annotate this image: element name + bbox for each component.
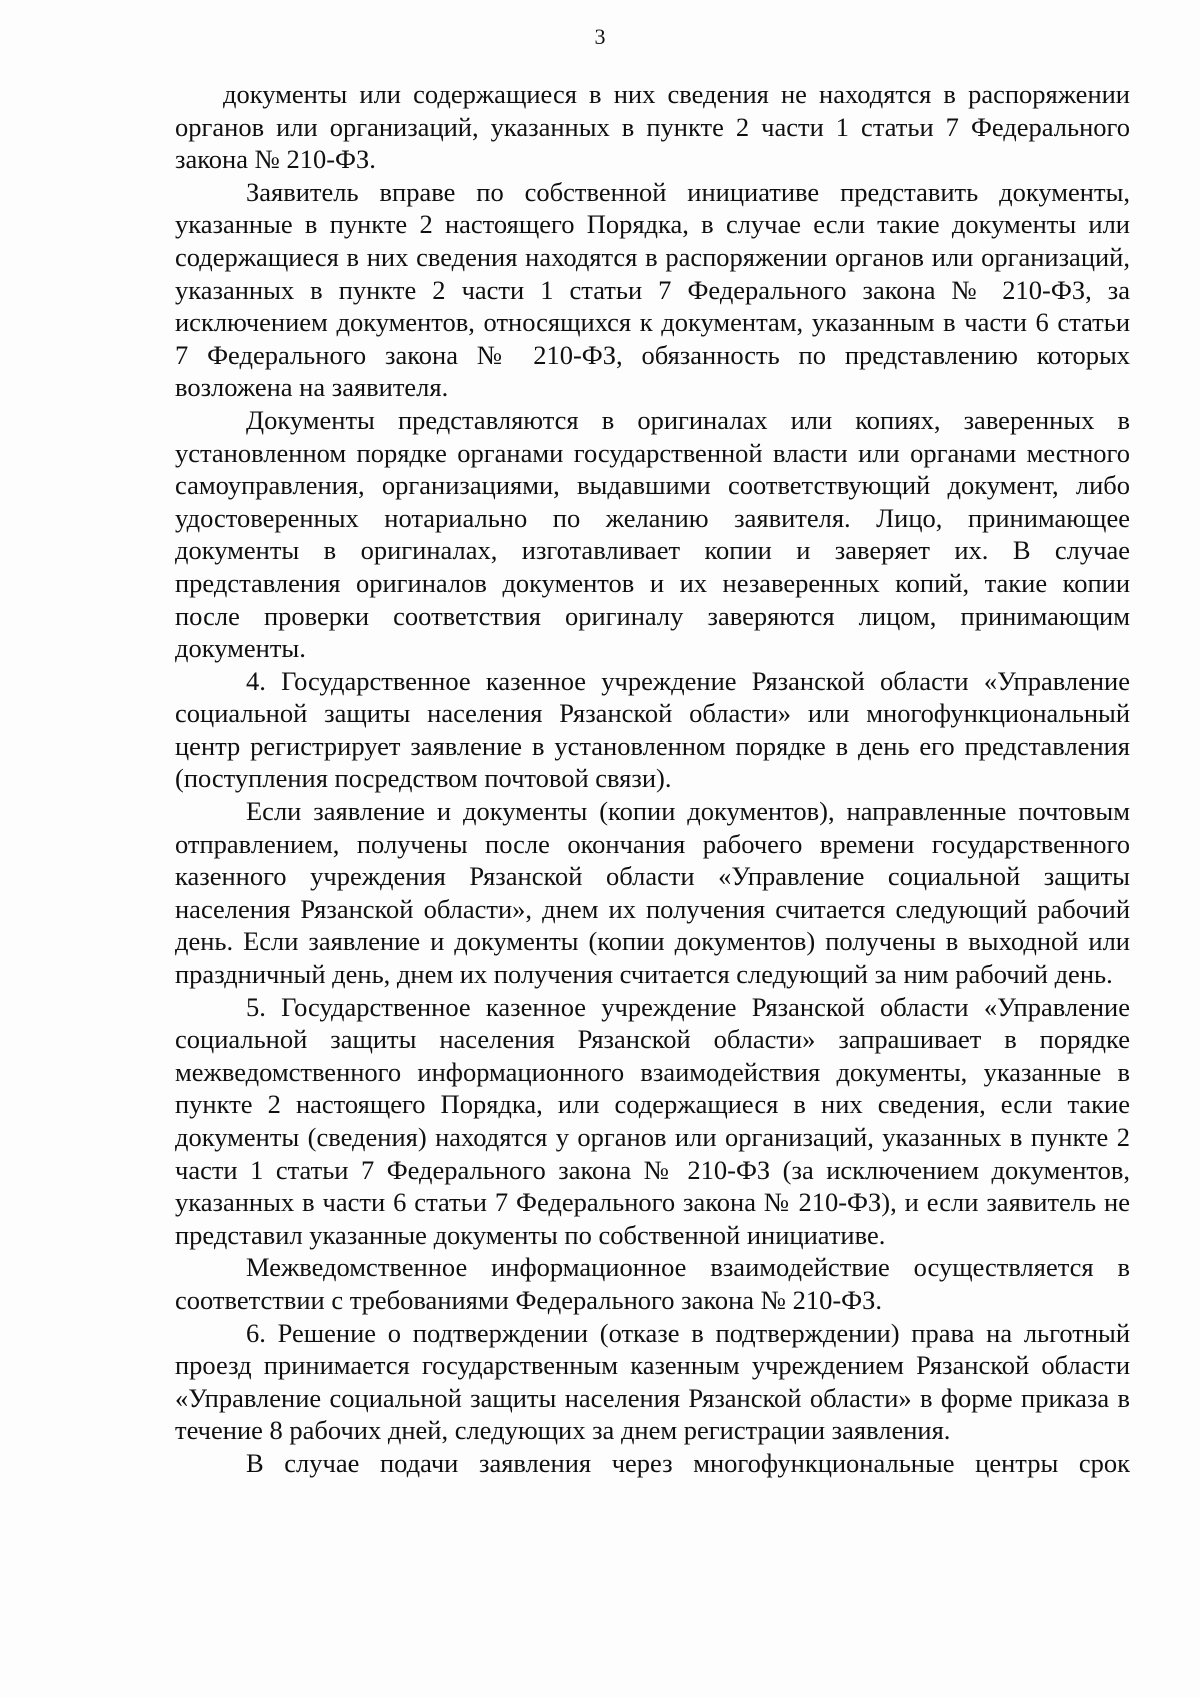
paragraph-item-5: 5. Государственное казенное учреждение Рязанской области «Управление социальной защиты населения Рязанской области» запрашивает в порядке межведомственного информационного взаимодействия документы, указанные в пункте 2 настоящего Порядка, или содержащиеся в них сведения, если такие документы (сведения) находятся у органов или организаций, указанных в пункте 2 части 1 статьи 7 Федерального закона № 210-ФЗ (за исключением документов, указанных в части 6 статьи 7 Федерального закона № 210-ФЗ), и если заявитель не представил указанные документы по собственной инициативе. xyxy=(175,991,1130,1250)
paragraph-interagency: Межведомственное информационное взаимодействие осуществляется в соответствии с требованиями Федерального закона № 210-ФЗ. xyxy=(175,1252,1130,1315)
paragraph-item-6: 6. Решение о подтверждении (отказе в подтверждении) права на льготный проезд принимается государственным казенным учреждением Рязанской области «Управление социальной защиты населения Рязанской области» в форме приказа в течение 8 рабочих дней, следующих за днем регистрации заявления. xyxy=(175,1317,1130,1446)
paragraph-continuation: документы или содержащиеся в них сведения не находятся в распоряжении органов или организаций, указанных в пункте 2 части 1 статьи 7 Федерального закона № 210-ФЗ. xyxy=(175,79,1130,175)
page-number: 3 xyxy=(594,24,606,49)
document-body xyxy=(175,78,1130,1480)
paragraph-postal-receipt: Если заявление и документы (копии документов), направленные почтовым отправлением, получены после окончания рабочего времени государственного казенного учреждения Рязанской области «Управление социальной защиты населения Рязанской области», днем их получения считается следующий рабочий день. Если заявление и документы (копии документов) получены в выходной или праздничный день, днем их получения считается следующий за ним рабочий день. xyxy=(175,796,1130,990)
paragraph-applicant-right: Заявитель вправе по собственной инициативе представить документы, указанные в пункте 2 настоящего Порядка, в случае если такие документы или содержащиеся в них сведения находятся в распоряжении органов или организаций, указанных в пункте 2 части 1 статьи 7 Федерального закона № 210-ФЗ, за исключением документов, относящихся к документам, указанным в части 6 статьи 7 Федерального закона № 210-ФЗ, обязанность по представлению которых возложена на заявителя. xyxy=(175,176,1130,403)
paragraph-item-4: 4. Государственное казенное учреждение Рязанской области «Управление социальной защиты населения Рязанской области» или многофункциональный центр регистрирует заявление в установленном порядке в день его представления (поступления посредством почтовой связи). xyxy=(175,665,1130,794)
paragraph-mfc-deadline: В случае подачи заявления через многофункциональные центры срок xyxy=(246,1447,1130,1478)
paragraph-documents-originals: Документы представляются в оригиналах или копиях, заверенных в установленном порядке органами государственной власти или органами местного самоуправления, организациями, выдавшими соответствующий документ, либо удостоверенных нотариально по желанию заявителя. Лицо, принимающее документы в оригиналах, изготавливает копии и заверяет их. В случае представления оригиналов документов и их незаверенных копий, такие копии после проверки соответствия оригиналу заверяются лицом, принимающим документы. xyxy=(175,404,1130,664)
